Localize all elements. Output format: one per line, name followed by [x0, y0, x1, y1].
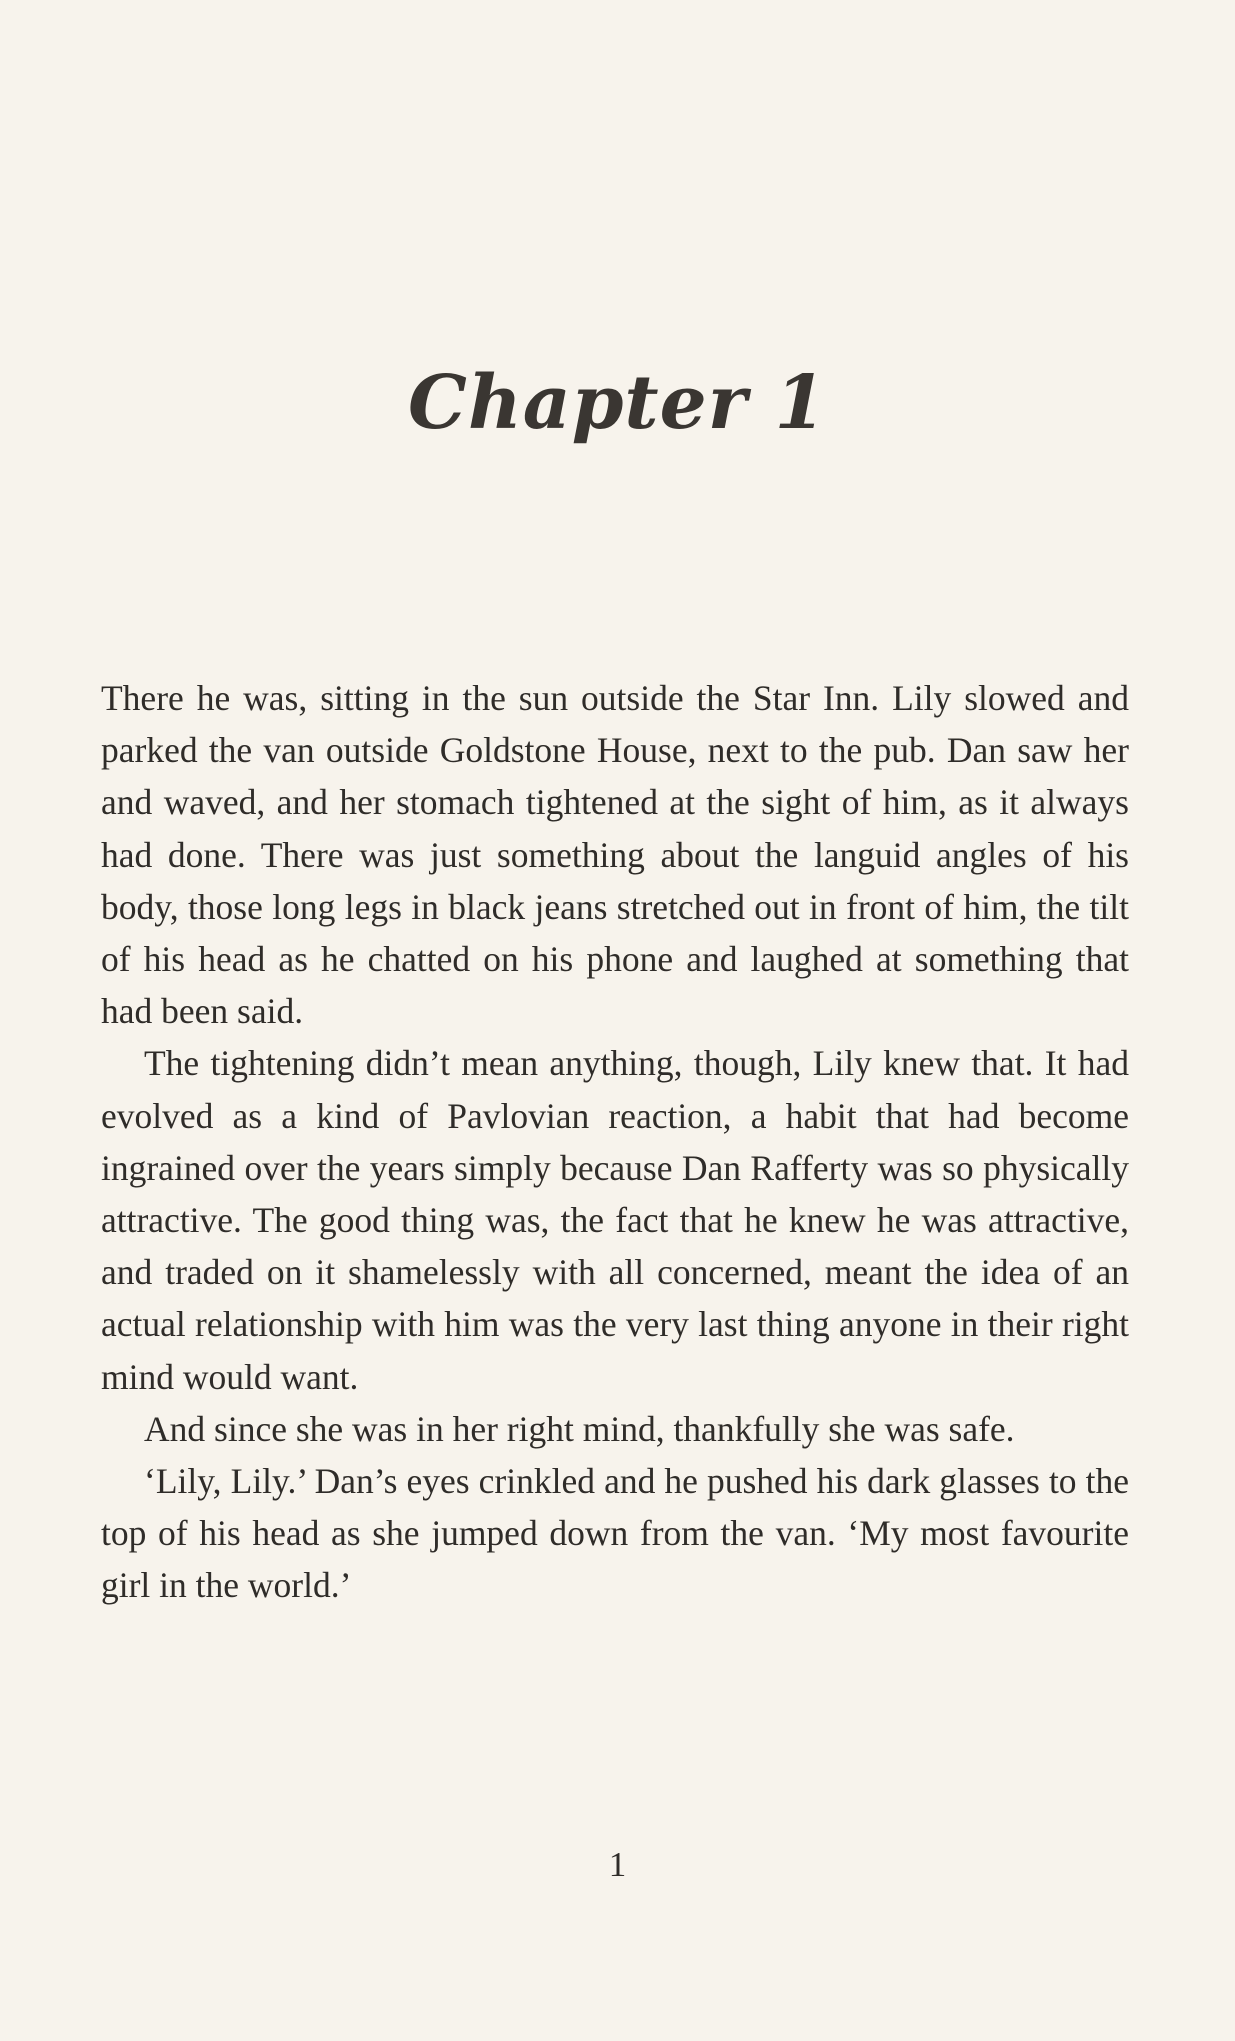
chapter-body	[101, 672, 1129, 1612]
paragraph-1: There he was, sitting in the sun outside the Star Inn. Lily slowed and parked the van outside Goldstone House, next to the pub. Dan saw her and waved, and her stomach tightened at the sight of him, as it always had done. There was just something about the languid angles of his body, those long legs in black jeans stretched out in front of him, the tilt of his head as he chatted on his phone and laughed at something that had been said.	[101, 678, 1129, 1032]
page-number: 1	[608, 1845, 627, 1884]
paragraph-3: And since she was in her right mind, thankfully she was safe.	[144, 1408, 1015, 1449]
chapter-heading: Chapter 1	[408, 360, 827, 446]
paragraph-2: The tightening didn’t mean anything, though, Lily knew that. It had evolved as a kind of Pavlovian reaction, a habit that had become ingrained over the years simply because Dan Rafferty was so physically attractive. The good thing was, the fact that he knew he was attractive, and traded on it shamelessly with all concerned, meant the idea of an actual relationship with him was the very last thing anyone in their right mind would want.	[101, 1043, 1129, 1397]
paragraph-4: ‘Lily, Lily.’ Dan’s eyes crinkled and he pushed his dark glasses to the top of his head as she jumped down from the van. ‘My most favourite girl in the world.’	[101, 1461, 1129, 1606]
